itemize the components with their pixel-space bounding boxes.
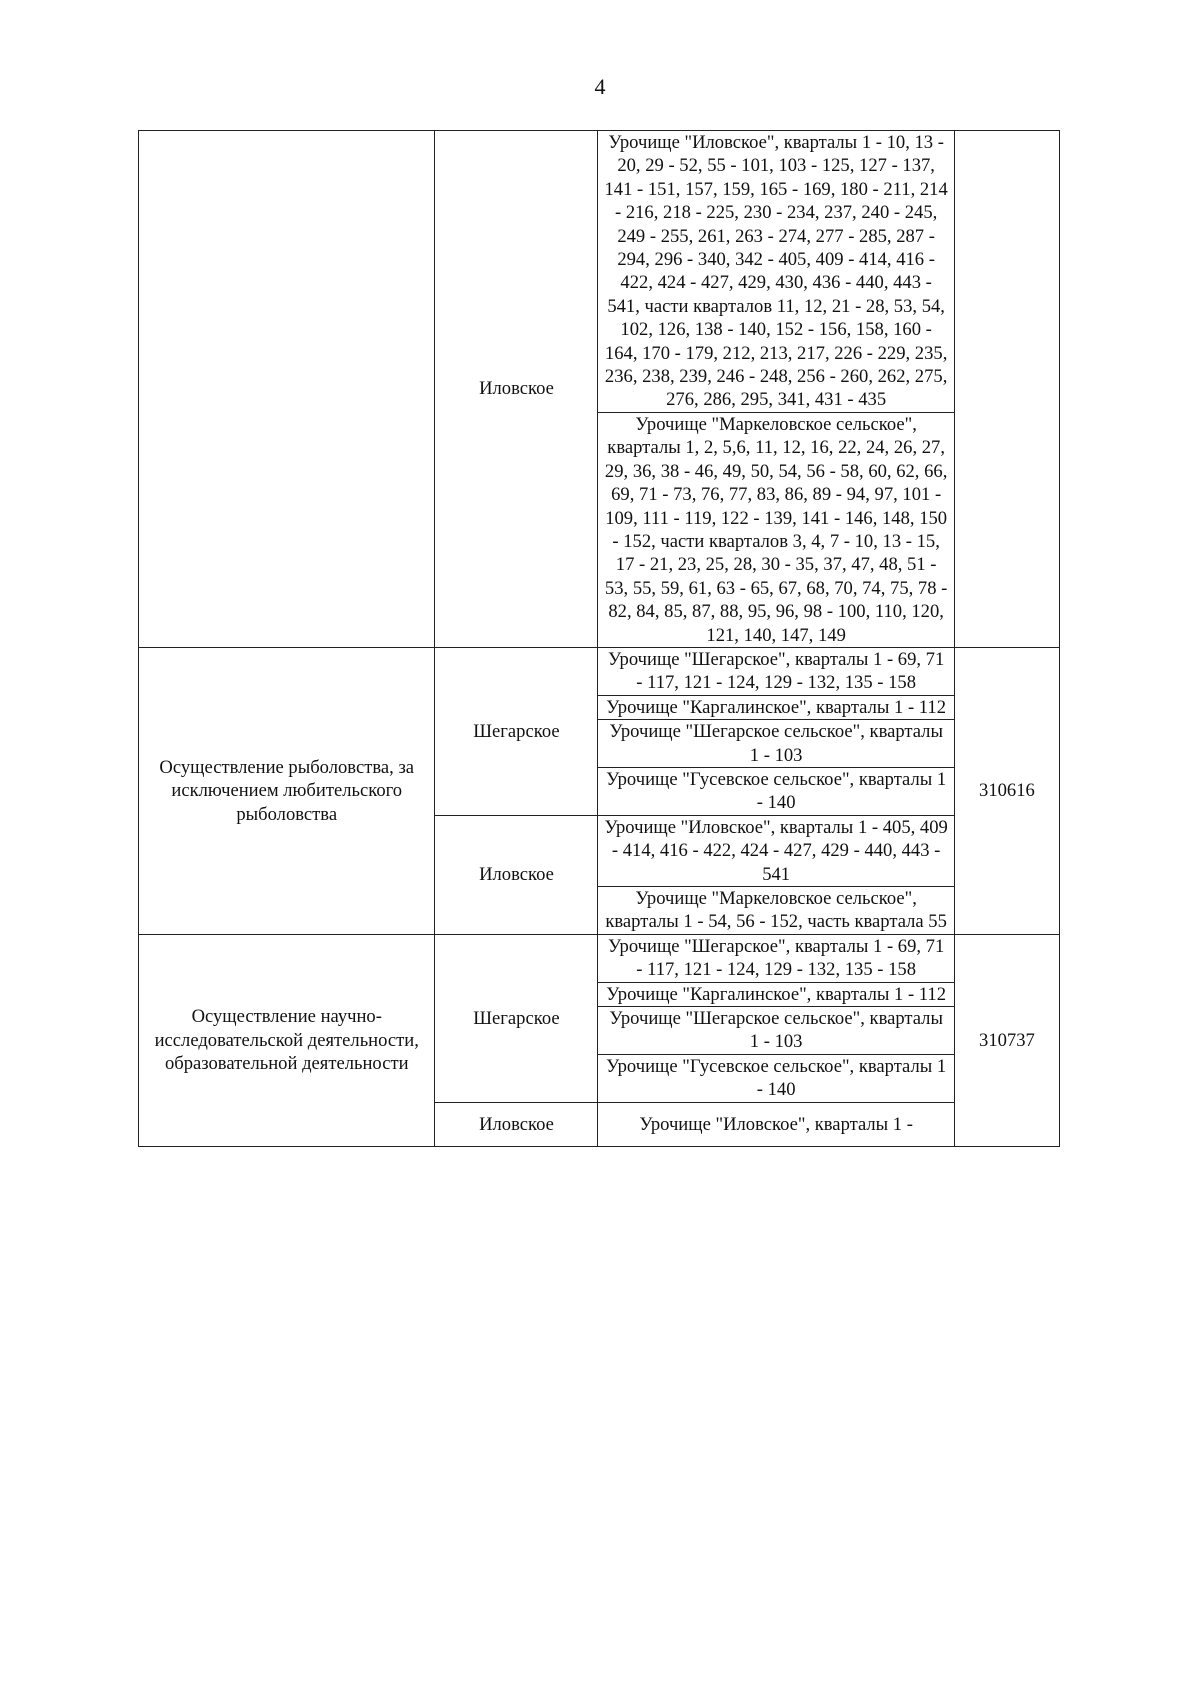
tract-cell: Урочище "Шегарское сельское", кварталы 1 - 103 bbox=[598, 720, 954, 768]
table-row bbox=[139, 934, 1060, 982]
tract-cell: Урочище "Шегарское", кварталы 1 - 69, 71 - 117, 121 - 124, 129 - 132, 135 - 158 bbox=[598, 934, 954, 982]
activity-cell bbox=[139, 131, 435, 648]
forestry-cell: Шегарское bbox=[435, 647, 598, 815]
tract-cell: Урочище "Иловское", кварталы 1 - 405, 409 - 414, 416 - 422, 424 - 427, 429 - 440, 443 - 541 bbox=[598, 815, 954, 886]
activity-cell: Осуществление рыболовства, за исключением любительского рыболовства bbox=[139, 647, 435, 934]
tract-cell: Урочище "Иловское", кварталы 1 - bbox=[598, 1102, 954, 1146]
forestry-cell: Иловское bbox=[435, 131, 598, 648]
tract-cell: Урочище "Маркеловское сельское", кварталы 1 - 54, 56 - 152, часть квартала 55 bbox=[598, 887, 954, 935]
tract-cell: Урочище "Каргалинское", кварталы 1 - 112 bbox=[598, 982, 954, 1006]
tract-cell: Урочище "Гусевское сельское", кварталы 1 - 140 bbox=[598, 1054, 954, 1102]
table-row bbox=[139, 131, 1060, 413]
tract-cell: Урочище "Каргалинское", кварталы 1 - 112 bbox=[598, 695, 954, 719]
forestry-cell: Иловское bbox=[435, 1102, 598, 1146]
tract-cell: Урочище "Маркеловское сельское", кварталы 1, 2, 5,6, 11, 12, 16, 22, 24, 26, 27, 29, 36, 38 - 46, 49, 50, 54, 56 - 58, 60, 62, 66, 69, 71 - 73, 76, 77, 83, 86, 89 - 94, 97, 101 - 109, 111 - 119, 122 - 139, 141 - 146, 148, 150 - 152, части кварталов 3, 4, 7 - 10, 13 - 15, 17 - 21, 23, 25, 28, 30 - 35, 37, 47, 48, 51 - 53, 55, 59, 61, 63 - 65, 67, 68, 70, 74, 75, 78 - 82, 84, 85, 87, 88, 95, 96, 98 - 100, 110, 120, 121, 140, 147, 149 bbox=[598, 412, 954, 647]
tract-cell: Урочище "Гусевское сельское", кварталы 1 - 140 bbox=[598, 767, 954, 815]
activity-cell: Осуществление научно-исследовательской деятельности, образовательной деятельности bbox=[139, 934, 435, 1146]
table-row bbox=[139, 647, 1060, 695]
code-cell bbox=[954, 131, 1059, 648]
code-cell: 310616 bbox=[954, 647, 1059, 934]
forestry-cell: Иловское bbox=[435, 815, 598, 934]
tract-cell: Урочище "Шегарское", кварталы 1 - 69, 71 - 117, 121 - 124, 129 - 132, 135 - 158 bbox=[598, 647, 954, 695]
page-number: 4 bbox=[594, 74, 606, 99]
code-cell: 310737 bbox=[954, 934, 1059, 1146]
land-use-table bbox=[138, 130, 1060, 1147]
tract-cell: Урочище "Иловское", кварталы 1 - 10, 13 - 20, 29 - 52, 55 - 101, 103 - 125, 127 - 137, 141 - 151, 157, 159, 165 - 169, 180 - 211, 214 - 216, 218 - 225, 230 - 234, 237, 240 - 245, 249 - 255, 261, 263 - 274, 277 - 285, 287 - 294, 296 - 340, 342 - 405, 409 - 414, 416 - 422, 424 - 427, 429, 430, 436 - 440, 443 - 541, части кварталов 11, 12, 21 - 28, 53, 54, 102, 126, 138 - 140, 152 - 156, 158, 160 - 164, 170 - 179, 212, 213, 217, 226 - 229, 235, 236, 238, 239, 246 - 248, 256 - 260, 262, 275, 276, 286, 295, 341, 431 - 435 bbox=[598, 131, 954, 413]
forestry-cell: Шегарское bbox=[435, 934, 598, 1102]
tract-cell: Урочище "Шегарское сельское", кварталы 1 - 103 bbox=[598, 1007, 954, 1055]
